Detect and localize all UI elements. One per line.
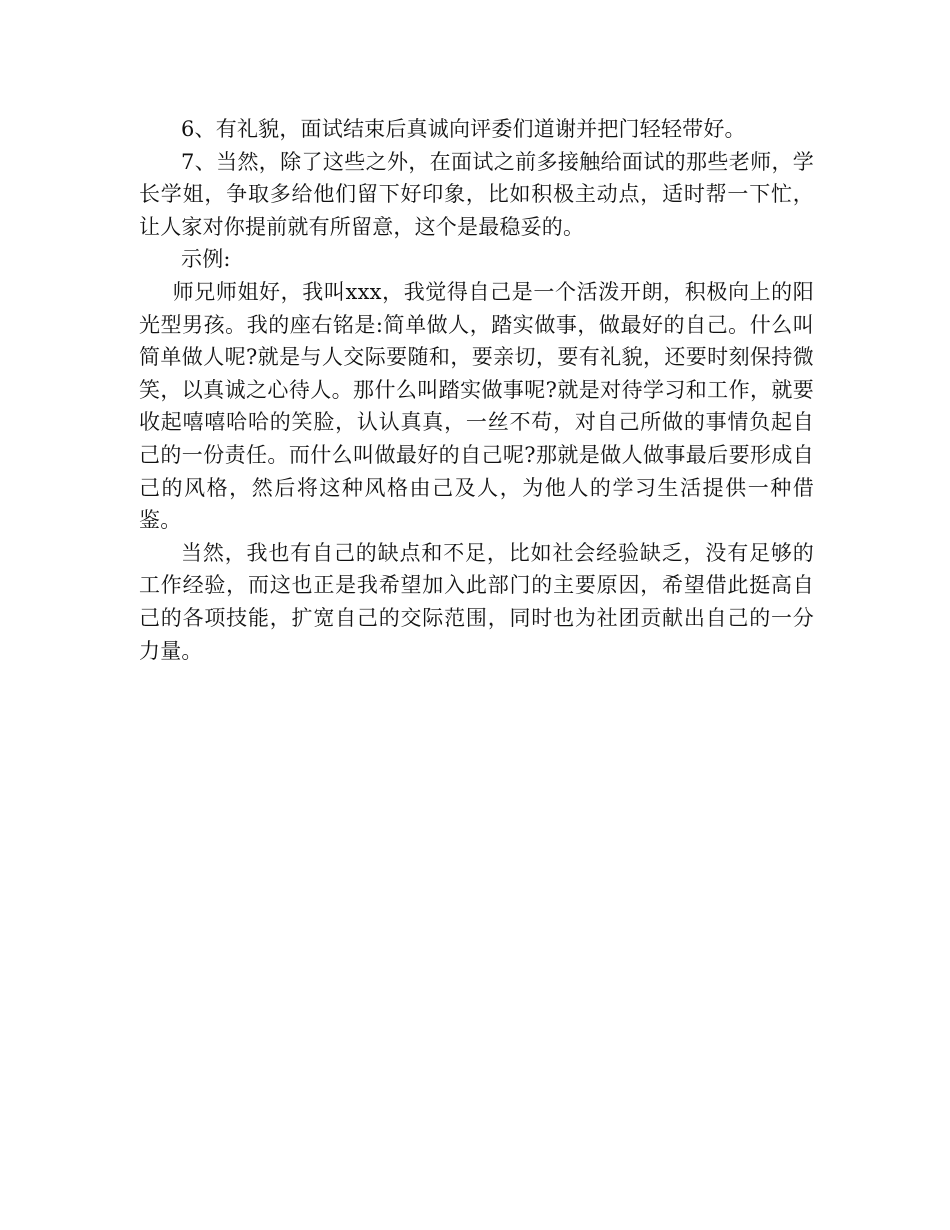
paragraph-example-heading: 示例:	[181, 247, 231, 272]
document-body	[139, 113, 814, 667]
paragraph-tip-6: 6、有礼貌，面试结束后真诚向评委们道谢并把门轻轻带好。	[181, 117, 746, 141]
paragraph-example-closing: 当然，我也有自己的缺点和不足，比如社会经验缺乏，没有足够的工作经验，而这也正是我希望加入此部门的主要原因，希望借此挺高自己的各项技能，扩宽自己的交际范围，同时也为社团贡献出自己的一分力量。	[139, 540, 814, 663]
paragraph-example-intro: 师兄师姐好，我叫xxx，我觉得自己是一个活泼开朗，积极向上的阳光型男孩。我的座右铭是:简单做人，踏实做事，做最好的自己。什么叫简单做人呢?就是与人交际要随和，要亲切，要有礼貌，还要时刻保持微笑，以真诚之心待人。那什么叫踏实做事呢?就是对待学习和工作，就要收起嘻嘻哈哈的笑脸，认认真真，一丝不苟，对自己所做的事情负起自己的一份责任。而什么叫做最好的自己呢?那就是做人做事最后要形成自己的风格，然后将这种风格由己及人，为他人的学习生活提供一种借鉴。	[139, 279, 814, 533]
paragraph-tip-7: 7、当然，除了这些之外，在面试之前多接触给面试的那些老师，学长学姐，争取多给他们留下好印象，比如积极主动点，适时帮一下忙，让人家对你提前就有所留意，这个是最稳妥的。	[139, 149, 814, 239]
